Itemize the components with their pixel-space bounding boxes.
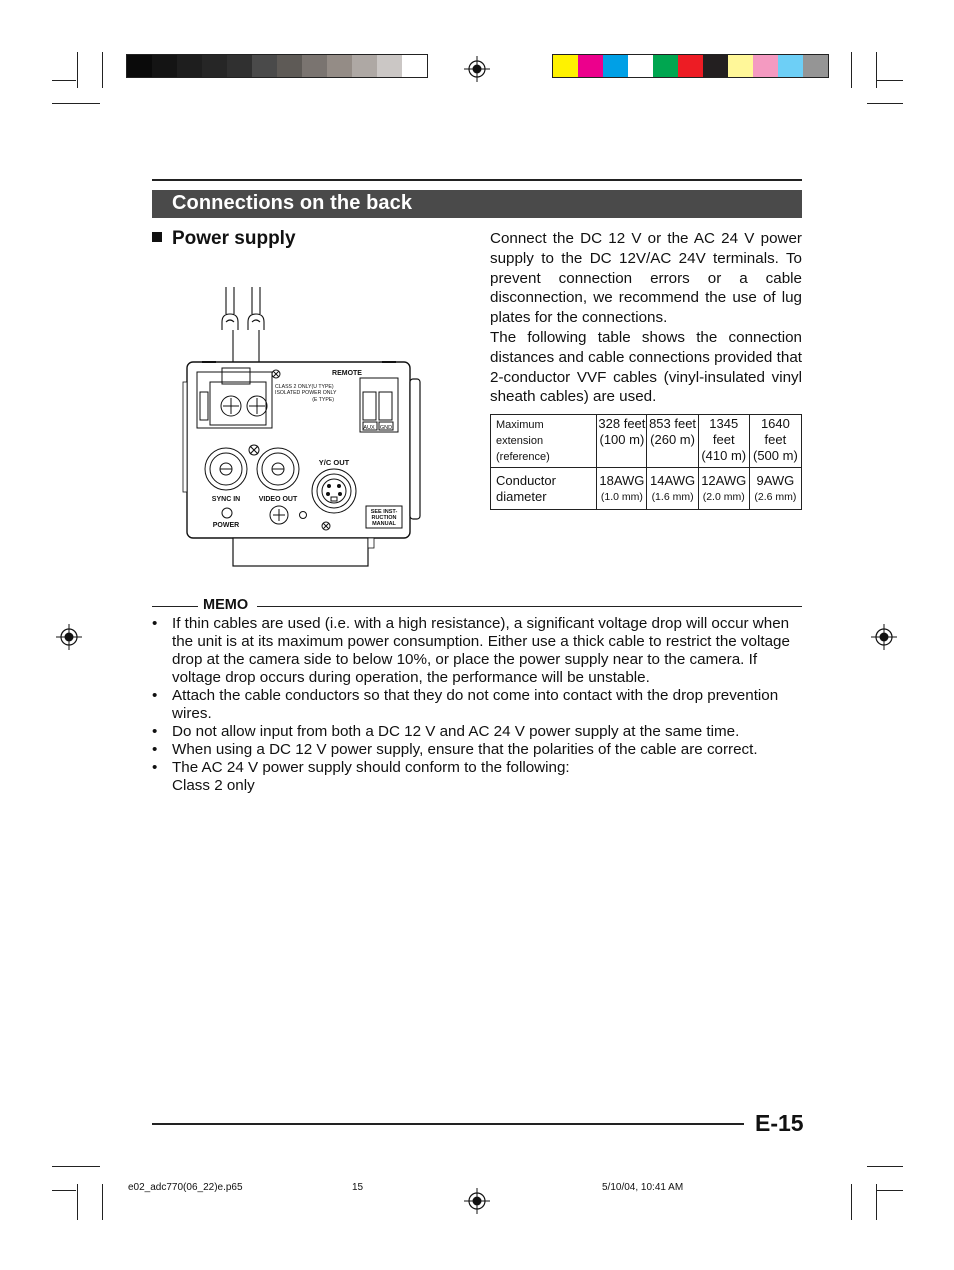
power-label: POWER (212, 522, 240, 529)
table-cell (749, 468, 801, 510)
table-row-label (491, 415, 597, 468)
crop-mark (77, 1184, 78, 1220)
memo-rule (152, 606, 198, 607)
intro-text (490, 229, 802, 407)
gauge-mm: (2.6 mm) (754, 491, 797, 503)
distance-meters: (410 m) (701, 448, 747, 463)
bullet: • (152, 615, 158, 632)
table-cell (647, 468, 698, 510)
color-swatch (728, 55, 753, 77)
crop-mark (52, 103, 100, 104)
table-row-label (491, 468, 597, 510)
gauge-awg: 12AWG (701, 473, 747, 488)
memo-rule (257, 606, 802, 607)
page-number: E-15 (755, 1110, 804, 1136)
top-rule (152, 179, 802, 181)
crop-mark (77, 52, 78, 88)
table-cell (698, 415, 749, 468)
see-manual-label: MANUAL (372, 521, 396, 527)
list-item (152, 723, 804, 741)
color-swatch-strip (552, 54, 829, 78)
aux-label: AUX (363, 425, 375, 431)
list-item (152, 615, 804, 687)
color-swatch (252, 55, 277, 77)
registration-mark-icon (464, 56, 490, 82)
crop-mark (102, 52, 103, 88)
crop-mark (851, 1184, 852, 1220)
crop-mark (867, 1166, 903, 1167)
color-swatch (553, 55, 578, 77)
distance-meters: (500 m) (753, 448, 798, 463)
memo-item-extra: Class 2 only (172, 777, 255, 794)
table-cell (597, 415, 647, 468)
gauge-awg: 9AWG (756, 473, 795, 488)
table-cell (597, 468, 647, 510)
subsection-title: Power supply (172, 228, 296, 249)
crop-mark (52, 1166, 100, 1167)
memo-item-text: If thin cables are used (i.e. with a high resistance), a significant voltage drop will occur when the unit is at its maximum power consumption. Either use a thick cable to restrict the voltage drop at the camera side to below 10%, or place the power supply near to the camera. If voltage drop occurs during operation, the performance will be unstable. (172, 615, 790, 686)
distance-feet: 1345 feet (709, 416, 739, 447)
section-title: Connections on the back (172, 192, 413, 214)
color-swatch (402, 55, 427, 77)
table-label-line: Conductor (496, 473, 556, 488)
square-bullet-icon (152, 232, 162, 242)
distance-meters: (260 m) (650, 432, 695, 447)
list-item (152, 741, 804, 759)
bullet: • (152, 687, 158, 704)
memo-item-text: Do not allow input from both a DC 12 V and AC 24 V power supply at the same time. (172, 723, 740, 740)
gauge-mm: (2.0 mm) (702, 491, 745, 503)
bullet: • (152, 741, 158, 758)
color-swatch (703, 55, 728, 77)
memo-item-text: When using a DC 12 V power supply, ensure that the polarities of the cable are correct. (172, 741, 758, 758)
registration-mark-icon (464, 1188, 490, 1214)
color-swatch (377, 55, 402, 77)
see-manual-label: SEE INST- (370, 509, 398, 515)
footer-date: 5/10/04, 10:41 AM (602, 1182, 684, 1193)
intro-paragraph: The following table shows the connection distances and cable connections provided that 2-conductor VVF cables (vinyl-insulated vinyl sheath cables) are used. (490, 328, 802, 406)
color-swatch (778, 55, 803, 77)
color-swatch (603, 55, 628, 77)
list-item (152, 687, 804, 723)
crop-mark (876, 52, 877, 88)
color-swatch (227, 55, 252, 77)
yc-out-label: Y/C OUT (318, 458, 350, 467)
subsection-heading (152, 228, 296, 250)
color-swatch (202, 55, 227, 77)
color-swatch (277, 55, 302, 77)
see-manual-label: RUCTION (371, 515, 397, 521)
registration-mark-icon (871, 624, 897, 650)
bullet: • (152, 723, 158, 740)
table-row (491, 415, 802, 468)
gray-swatch-strip (126, 54, 428, 78)
bullet: • (152, 759, 158, 776)
crop-mark (851, 52, 852, 88)
video-out-label: VIDEO OUT (258, 496, 298, 503)
distance-feet: 328 feet (598, 416, 646, 431)
color-swatch (302, 55, 327, 77)
table-cell (698, 468, 749, 510)
class2-label: CLASS 2 ONLY(U TYPE) (275, 384, 334, 390)
color-swatch (152, 55, 177, 77)
footer-filename: e02_adc770(06_22)e.p65 (128, 1182, 243, 1193)
crop-mark (867, 103, 903, 104)
gnd-label: GND (379, 425, 393, 431)
table-cell (647, 415, 698, 468)
camera-back-diagram (180, 282, 440, 572)
crop-mark (52, 1190, 76, 1191)
remote-label: REMOTE (332, 370, 362, 377)
memo-item-text: Attach the cable conductors so that they do not come into contact with the drop prevention wires. (172, 687, 779, 722)
color-swatch (578, 55, 603, 77)
gauge-mm: (1.6 mm) (651, 491, 694, 503)
color-swatch (753, 55, 778, 77)
registration-mark-icon (56, 624, 82, 650)
bottom-rule (152, 1123, 744, 1125)
color-swatch (127, 55, 152, 77)
sync-in-label: SYNC IN (211, 496, 241, 503)
color-swatch (803, 55, 828, 77)
color-swatch (352, 55, 377, 77)
distance-feet: 853 feet (649, 416, 697, 431)
table-label-line: Maximum extension (496, 419, 544, 447)
distance-feet: 1640 feet (760, 416, 790, 447)
intro-paragraph: Connect the DC 12 V or the AC 24 V power supply to the DC 12V/AC 24V terminals. To prevent connection errors or a cable disconnection, we recommend the use of lug plates for the connections. (490, 230, 802, 327)
table-cell (749, 415, 801, 468)
crop-mark (876, 80, 903, 81)
color-swatch (628, 55, 653, 77)
memo-list (152, 615, 804, 795)
crop-mark (876, 1190, 903, 1191)
color-swatch (177, 55, 202, 77)
gauge-mm: (1.0 mm) (600, 491, 643, 503)
class2-label: (E TYPE) (312, 397, 334, 403)
color-swatch (327, 55, 352, 77)
crop-mark (52, 80, 76, 81)
memo-label: MEMO (203, 597, 249, 613)
class2-label: ISOLATED POWER ONLY (275, 390, 337, 396)
distance-meters: (100 m) (599, 432, 645, 447)
table-label-line: (reference) (496, 451, 550, 463)
color-swatch (653, 55, 678, 77)
list-item (152, 759, 804, 795)
footer-page: 15 (352, 1182, 364, 1193)
gauge-awg: 18AWG (599, 473, 645, 488)
crop-mark (102, 1184, 103, 1220)
memo-item-text: The AC 24 V power supply should conform to the following: (172, 759, 570, 776)
cable-distance-table (490, 414, 802, 510)
table-row (491, 468, 802, 510)
gauge-awg: 14AWG (650, 473, 696, 488)
color-swatch (678, 55, 703, 77)
table-label-line: diameter (496, 489, 547, 504)
